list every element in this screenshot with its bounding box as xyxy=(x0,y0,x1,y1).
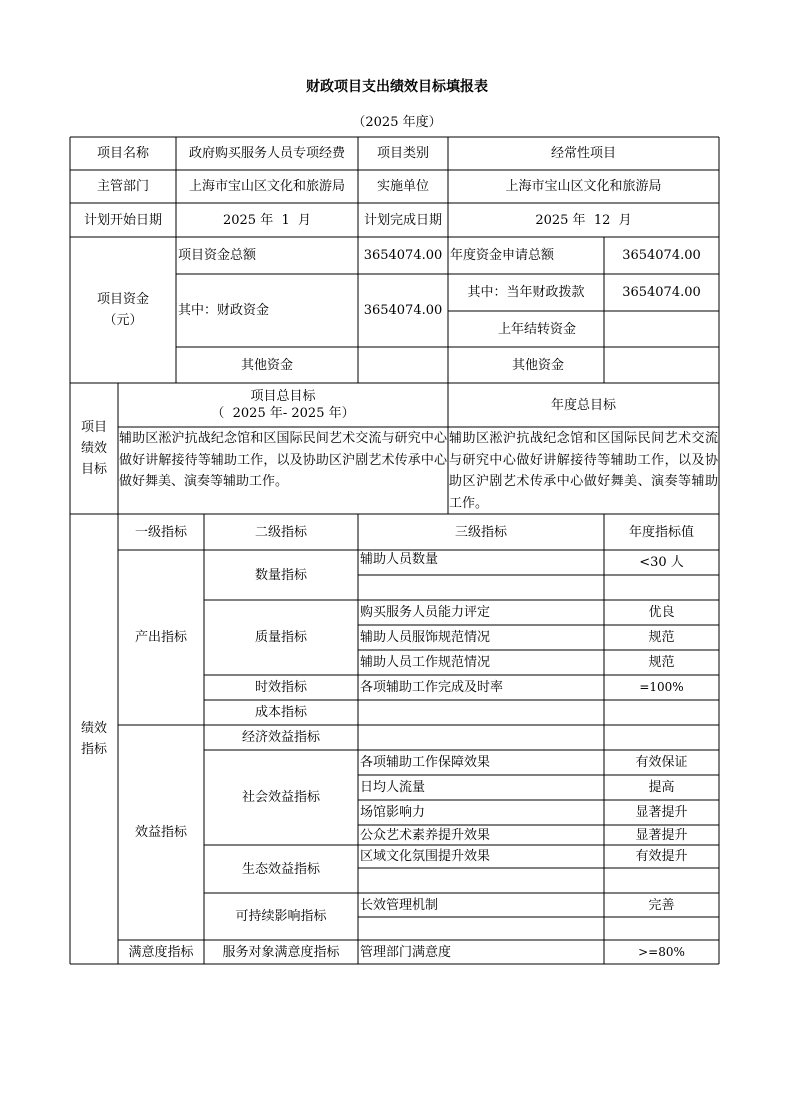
indicator-name: 长效管理机制 xyxy=(360,897,439,913)
start-value: 2025 年 1 月 xyxy=(222,212,312,228)
indicator-value: 有效提升 xyxy=(635,849,688,864)
indicator-value: 显著提升 xyxy=(635,805,688,820)
ecological-indicator: 生态效益指标 xyxy=(241,861,320,877)
category-value: 经常性项目 xyxy=(550,146,616,161)
funds-label: 项目资金（元） xyxy=(96,292,149,328)
indicator-name: 区域文化氛围提升效果 xyxy=(360,849,491,864)
end-value: 2025 年 12 月 xyxy=(535,212,632,228)
indicator-value: 显著提升 xyxy=(635,827,688,843)
funds-carryover-label: 上年结转资金 xyxy=(497,321,576,337)
funds-other-value xyxy=(358,347,448,383)
overall-goal-text: 辅助区淞沪抗战纪念馆和区国际民间艺术交流与研究中心做好讲解接待等辅助工作，以及协助区沪剧艺术传承中心做好舞美、演奏等辅助工作。 xyxy=(119,431,447,489)
indicator-name xyxy=(358,725,604,750)
funds-other-label: 其他资金 xyxy=(240,357,293,373)
cost-indicator: 成本指标 xyxy=(254,705,307,720)
quality-indicator: 质量指标 xyxy=(254,630,307,645)
annual-goal-text: 辅助区淞沪抗战纪念馆和区国际民间艺术交流与研究中心做好讲解接待等辅助工作，以及协助区沪剧艺术传承中心做好舞美、演奏等辅助工作。 xyxy=(449,431,718,511)
overall-goal-label: 项目总目标 xyxy=(250,389,316,404)
header-value: 年度指标值 xyxy=(628,524,694,540)
indicator-name: 各项辅助工作保障效果 xyxy=(360,755,491,770)
impl-label: 实施单位 xyxy=(376,179,429,194)
indicator-value: =100% xyxy=(639,680,684,694)
indicator-name xyxy=(358,575,604,600)
quantity-indicator: 数量指标 xyxy=(254,567,307,583)
dept-label: 主管部门 xyxy=(96,179,149,194)
indicator-value: <30 人 xyxy=(639,555,684,570)
funds-current-value: 3654074.00 xyxy=(622,285,701,300)
indicator-value: 提高 xyxy=(648,780,675,795)
goals-label: 项目绩效目标 xyxy=(80,420,107,477)
indicator-value xyxy=(604,917,719,940)
funds-carryover-value xyxy=(604,311,719,347)
service-satisfaction-indicator: 服务对象满意度指标 xyxy=(222,944,340,960)
indicator-value: 优良 xyxy=(648,605,675,620)
indicators-label: 绩效指标 xyxy=(80,721,107,757)
indicator-name: 辅助人员服饰规范情况 xyxy=(360,630,491,645)
overall-goal-header xyxy=(118,383,448,427)
social-indicator: 社会效益指标 xyxy=(241,790,320,805)
timeliness-indicator: 时效指标 xyxy=(254,680,307,695)
indicator-name: 辅助人员数量 xyxy=(360,552,439,567)
header-level1: 一级指标 xyxy=(134,524,187,540)
indicator-name: 各项辅助工作完成及时率 xyxy=(360,680,504,695)
indicator-value xyxy=(604,725,719,750)
benefit-indicator: 效益指标 xyxy=(134,825,187,840)
satisfaction-indicator: 满意度指标 xyxy=(128,944,194,960)
header-level2: 二级指标 xyxy=(254,524,307,540)
end-label: 计划完成日期 xyxy=(363,212,442,228)
indicator-name: 购买服务人员能力评定 xyxy=(360,605,491,620)
indicator-name xyxy=(358,917,604,940)
form-year: （2025 年度） xyxy=(352,115,442,130)
header-level3: 三级指标 xyxy=(454,524,507,540)
indicator-value xyxy=(604,575,719,600)
funds-annual-value: 3654074.00 xyxy=(622,248,701,263)
indicator-value: >=80% xyxy=(638,944,685,959)
indicator-name: 公众艺术素养提升效果 xyxy=(360,827,491,843)
indicator-value xyxy=(604,868,719,893)
output-indicator: 产出指标 xyxy=(134,630,187,645)
indicator-name: 场馆影响力 xyxy=(360,805,426,820)
indicator-value: 规范 xyxy=(648,630,675,645)
indicator-name: 日均人流量 xyxy=(360,780,426,795)
indicator-value: 规范 xyxy=(648,655,675,670)
annual-goal-header: 年度总目标 xyxy=(550,397,616,413)
sustain-indicator: 可持续影响指标 xyxy=(235,909,327,924)
category-label: 项目类别 xyxy=(376,146,429,161)
overall-goal-range: （ 2025 年- 2025 年） xyxy=(211,406,355,421)
project-name-value: 政府购买服务人员专项经费 xyxy=(188,146,345,161)
funds-other-value-2 xyxy=(604,347,719,383)
indicator-name: 辅助人员工作规范情况 xyxy=(360,655,491,670)
funds-current-label: 其中：当年财政拨款 xyxy=(467,285,585,300)
funds-fiscal-value: 3654074.00 xyxy=(363,303,443,318)
indicator-name: 管理部门满意度 xyxy=(360,944,452,960)
impl-value: 上海市宝山区文化和旅游局 xyxy=(505,179,662,194)
funds-total-label: 项目资金总额 xyxy=(178,248,257,263)
indicator-value: 有效保证 xyxy=(635,755,688,770)
funds-other-label-2: 其他资金 xyxy=(511,357,564,373)
indicator-name xyxy=(358,700,604,725)
funds-annual-label: 年度资金申请总额 xyxy=(450,248,555,263)
funds-fiscal-label: 其中：财政资金 xyxy=(178,303,270,318)
funds-total-value: 3654074.00 xyxy=(363,248,443,263)
start-label: 计划开始日期 xyxy=(83,212,162,228)
dept-value: 上海市宝山区文化和旅游局 xyxy=(188,179,345,194)
form-title: 财政项目支出绩效目标填报表 xyxy=(306,79,488,95)
indicator-value: 完善 xyxy=(648,897,675,913)
project-name-label: 项目名称 xyxy=(96,146,149,161)
indicator-name xyxy=(358,868,604,893)
indicator-value xyxy=(604,700,719,725)
economic-indicator: 经济效益指标 xyxy=(241,730,320,745)
